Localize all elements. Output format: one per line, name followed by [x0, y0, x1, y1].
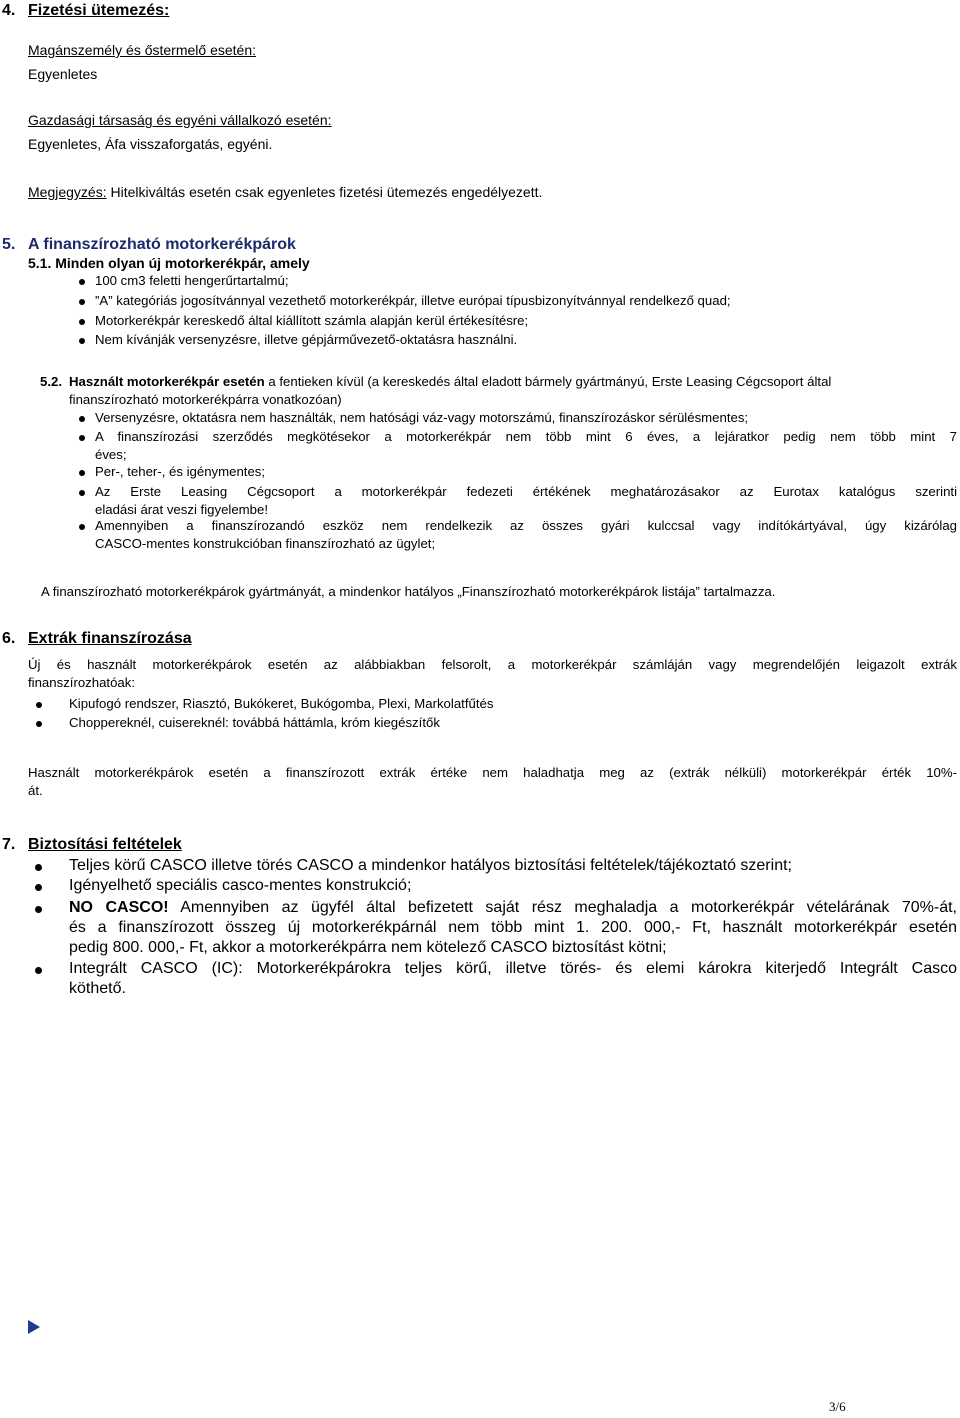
bullet: [79, 435, 85, 441]
subsection-5-2-number: 5.2.: [40, 374, 62, 389]
subsection-5-2-text: a fentieken kívül (a kereskedés által eladott bármely gyártmányú, Erste Leasing Cégcsoport által: [264, 374, 832, 389]
list-item: ”A” kategóriás jogosítvánnyal vezethető motorkerékpár, illetve európai típusbizonyítvánnyal rendelkező quad;: [95, 293, 731, 308]
private-person-label: Magánszemély és őstermelő esetén:: [28, 42, 256, 58]
list-item-continued: pedig 800. 000,- Ft, akkor a motorkerékpárra nem kötelező CASCO biztosítást kötni;: [69, 939, 667, 956]
company-label: Gazdasági társaság és egyéni vállalkozó esetén:: [28, 112, 332, 128]
list-item: A finanszírozási szerződés megkötésekor a motorkerékpár nem több mint 6 éves, a lejáratkor pedig nem több mint 7: [95, 429, 957, 444]
list-item: Amennyiben a finanszírozandó eszköz nem rendelkezik az összes gyári kulccsal vagy indítókártyával, úgy kizárólag: [95, 518, 957, 533]
section-6-number: 6.: [2, 630, 16, 647]
list-item-continued: éves;: [95, 447, 127, 462]
list-item: Kipufogó rendszer, Riasztó, Bukókeret, Bukógomba, Plexi, Markolatfűtés: [69, 696, 494, 711]
section-6-intro-continued: finanszírozhatóak:: [28, 675, 136, 690]
bullet: [35, 884, 42, 891]
list-item: Per-, teher-, és igénymentes;: [95, 464, 266, 479]
list-item: Motorkerékpár kereskedő által kiállított számla alapján kerül értékesítésre;: [95, 313, 529, 328]
list-item: Igényelhető speciális casco-mentes konstrukció;: [69, 877, 412, 894]
section-4-title: Fizetési ütemezés:: [28, 2, 170, 19]
bullet: [35, 906, 42, 913]
list-item-continued: CASCO-mentes konstrukcióban finanszírozható az ügylet;: [95, 536, 436, 551]
arrow-right-icon: [28, 1320, 40, 1334]
bullet: [35, 967, 42, 974]
page-number: 3/6: [829, 1399, 846, 1414]
company-value: Egyenletes, Áfa visszaforgatás, egyéni.: [28, 136, 273, 152]
list-item: Choppereknél, cuisereknél: továbbá háttámla, króm kiegészítők: [69, 715, 440, 730]
bullet: [79, 319, 85, 325]
section-7-title: Biztosítási feltételek: [28, 836, 182, 853]
subsection-5-2-heading: Használt motorkerékpár esetén: [69, 374, 265, 389]
bullet: [79, 299, 85, 305]
subsection-5-2-line-1: [69, 374, 831, 389]
note-line: [28, 184, 542, 200]
bullet: [79, 338, 85, 344]
list-item: Teljes körű CASCO illetve törés CASCO a mindenkor hatályos biztosítási feltételek/tájékoztató szerint;: [69, 857, 792, 874]
subsection-5-1-heading: 5.1. Minden olyan új motorkerékpár, amely: [28, 255, 310, 271]
list-item: Integrált CASCO (IC): Motorkerékpárokra teljes körű, illetve törés- és elemi károkra kiterjedő Integrált Casco: [69, 960, 957, 977]
note-text: Hitelkiváltás esetén csak egyenletes fizetési ütemezés engedélyezett.: [106, 184, 543, 200]
list-item-continued: és a finanszírozott összeg új motorkerékpárnál nem több mint 1. 200. 000,- Ft, használt motorkerékpár esetén: [69, 919, 957, 936]
private-person-value: Egyenletes: [28, 66, 98, 82]
no-casco-text: Amennyiben az ügyfél által befizetett saját rész meghaladja a motorkerékpár vételárának 70%-át,: [168, 899, 957, 916]
section-4-number: 4.: [2, 2, 16, 19]
section-6-intro: Új és használt motorkerékpárok esetén az alábbiakban felsorolt, a motorkerékpár számláján vagy megrendelőjén leigazolt extrák: [28, 657, 957, 672]
list-item: Versenyzésre, oktatásra nem használták, nem hatósági váz-vagy motorszámú, finanszírozáskor sérülésmentes;: [95, 410, 749, 425]
bullet: [79, 524, 85, 530]
bullet: [79, 470, 85, 476]
list-item-continued: eladási árat veszi figyelembe!: [95, 502, 268, 517]
section-6-used-note-continued: át.: [28, 783, 43, 798]
list-item-continued: köthető.: [69, 980, 126, 997]
section-5-number: 5.: [2, 236, 16, 253]
subsection-5-2-line-2: finanszírozható motorkerékpárra vonatkozóan): [69, 392, 342, 407]
list-item: [69, 899, 957, 917]
bullet: [36, 721, 42, 727]
list-item: Nem kívánják versenyzésre, illetve gépjárművezető-oktatásra használni.: [95, 332, 518, 347]
section-5-title: A finanszírozható motorkerékpárok: [28, 236, 296, 253]
list-item: 100 cm3 feletti hengerűrtartalmú;: [95, 273, 289, 288]
note-label: Megjegyzés:: [28, 184, 107, 200]
bullet: [79, 490, 85, 496]
section-5-closing: A finanszírozható motorkerékpárok gyártmányát, a mindenkor hatályos „Finanszírozható motorkerékpárok listája” tartalmazza.: [41, 584, 776, 599]
bullet: [79, 416, 85, 422]
section-7-number: 7.: [2, 836, 16, 853]
bullet: [36, 702, 42, 708]
section-6-used-note: Használt motorkerékpárok esetén a finanszírozott extrák értéke nem haladhatja meg az (extrák nélküli) motorkerékpár érték 10%-: [28, 765, 957, 780]
list-item: Az Erste Leasing Cégcsoport a motorkerékpár fedezeti értékének meghatározásakor az Eurotax katalógus szerinti: [95, 484, 957, 499]
section-6-title: Extrák finanszírozása: [28, 630, 192, 647]
bullet: [35, 864, 42, 871]
no-casco-label: NO CASCO!: [69, 899, 169, 916]
bullet: [79, 279, 85, 285]
arrow-right-shape: [28, 1320, 40, 1334]
